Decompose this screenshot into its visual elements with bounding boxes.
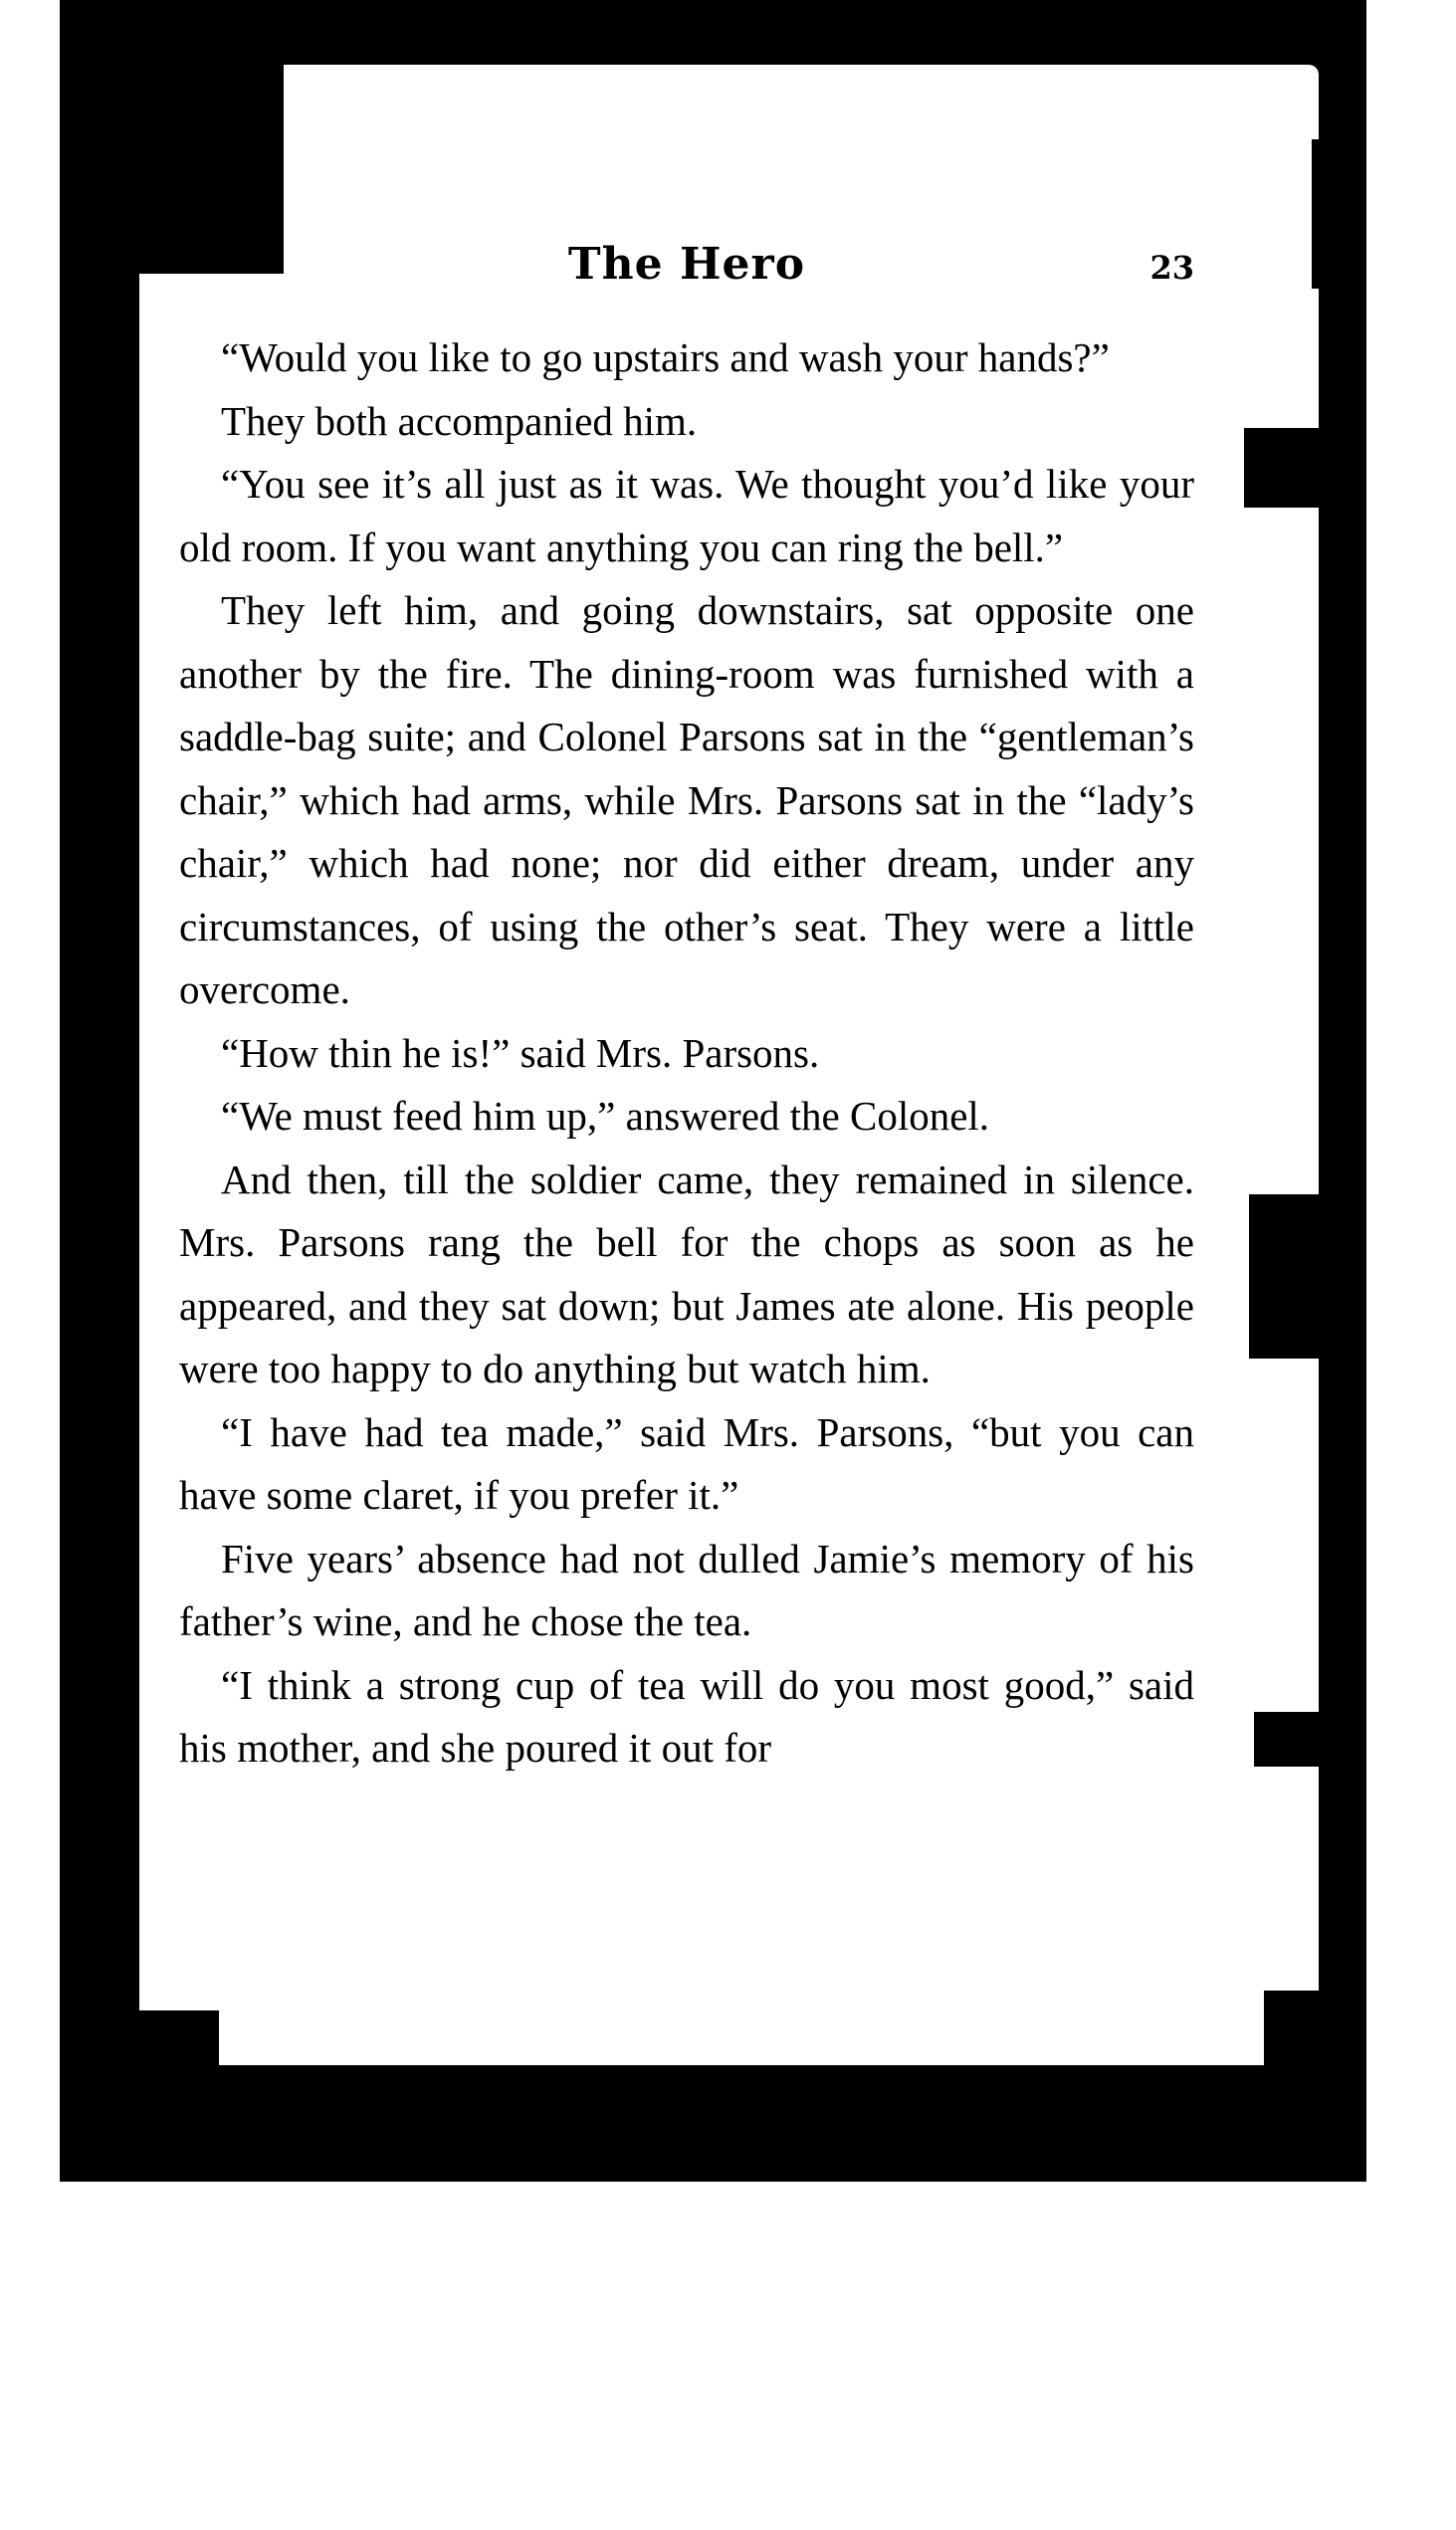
scan-border-top (1085, 0, 1366, 60)
scan-edge (139, 2010, 219, 2065)
scan-edge (1249, 1194, 1319, 1359)
scan-edge (1244, 428, 1319, 508)
scan-edge (1264, 1991, 1319, 2065)
paragraph: “Would you like to go upstairs and wash your hands?” (221, 334, 1110, 380)
paragraph: “How thin he is!” said Mrs. Parsons. (221, 1029, 820, 1076)
paragraph: “We must feed him up,” answered the Colonel. (221, 1093, 990, 1139)
scan-edge (1254, 1712, 1319, 1767)
page-margin-bottom (0, 2182, 1456, 2530)
paragraph: “I have had tea made,” said Mrs. Parsons, “but you can have some claret, if you prefer it.” (179, 1408, 1194, 1518)
running-head: The Hero (567, 239, 806, 290)
paragraph: “I think a strong cup of tea will do you most good,” said his mother, and she poured it out for (179, 1661, 1194, 1771)
paragraph: They left him, and going downstairs, sat opposite one another by the fire. The dining-room was furnished with a saddle-bag suite; and Colonel Parsons sat in the “gentleman’s chair,” which had arms, while Mrs. Parsons sat in the “lady’s chair,” which had none; nor did either dream, under any circumstances, of using the other’s seat. They were a little overcome. (179, 587, 1194, 1012)
scan-edge (1312, 139, 1319, 289)
page-number: 23 (1149, 249, 1194, 287)
paragraph: They both accompanied him. (221, 397, 698, 444)
page-header (179, 239, 1194, 299)
paragraph: “You see it’s all just as it was. We thought you’d like your old room. If you want anything you can ring the bell.” (179, 461, 1194, 570)
paragraph: Five years’ absence had not dulled Jamie’s memory of his father’s wine, and he chose the tea. (179, 1535, 1194, 1644)
paragraph: And then, till the soldier came, they remained in silence. Mrs. Parsons rang the bell for the chops as soon as he appeared, and they sat down; but James ate alone. His people were too happy to do anything but watch him. (179, 1156, 1194, 1391)
body-text (179, 326, 1194, 1781)
